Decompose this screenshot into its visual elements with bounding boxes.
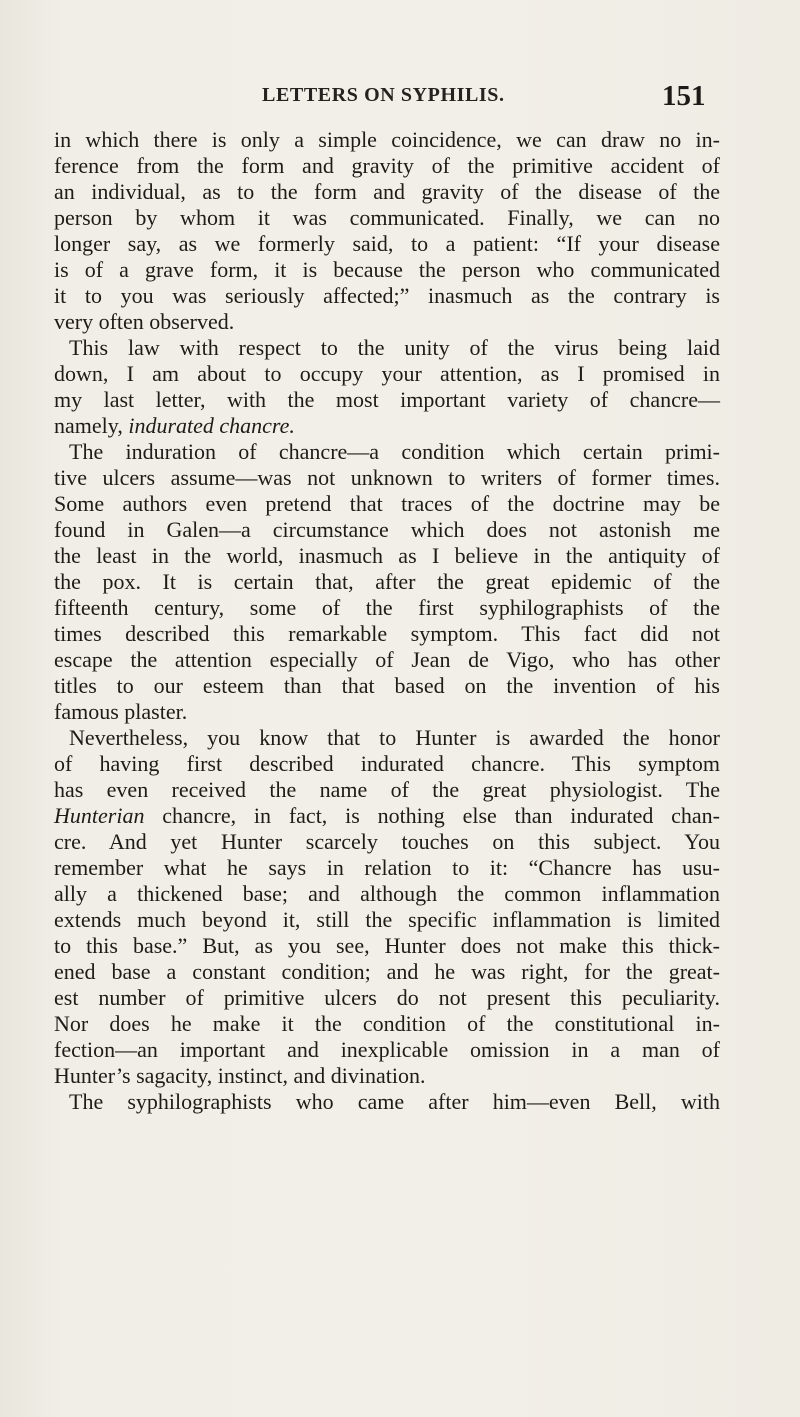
text-line xyxy=(54,907,720,933)
text-segment: ally a thickened base; and although the common inflammation xyxy=(54,881,720,906)
text-segment: chancre, in fact, is nothing else than indurated chan- xyxy=(144,803,720,828)
text-line xyxy=(54,491,720,517)
text-line xyxy=(54,543,720,569)
text-line xyxy=(54,127,720,153)
text-line xyxy=(54,283,720,309)
text-segment: is of a grave form, it is because the person who communicated xyxy=(54,257,720,282)
text-line xyxy=(54,231,720,257)
italic-text: Hunterian xyxy=(54,803,145,828)
text-line xyxy=(54,387,720,413)
text-segment: longer say, as we formerly said, to a patient: “If your disease xyxy=(54,231,720,256)
text-segment: Nor does he make it the condition of the constitutional in- xyxy=(54,1011,720,1036)
text-segment: tive ulcers assume—was not unknown to writers of former times. xyxy=(54,465,720,490)
text-segment: est number of primitive ulcers do not present this peculiarity. xyxy=(54,985,720,1010)
text-line xyxy=(54,933,720,959)
text-segment: to this base.” But, as you see, Hunter does not make this thick- xyxy=(54,933,720,958)
text-line xyxy=(54,621,720,647)
text-line xyxy=(54,985,720,1011)
text-line xyxy=(54,829,720,855)
text-line xyxy=(54,725,720,751)
text-line xyxy=(54,1011,720,1037)
text-segment: fection—an important and inexplicable omission in a man of xyxy=(54,1037,720,1062)
text-line xyxy=(54,881,720,907)
text-segment: remember what he says in relation to it: “Chancre has usu- xyxy=(54,855,720,880)
text-line xyxy=(54,335,720,361)
text-segment: ened base a constant condition; and he was right, for the great- xyxy=(54,959,720,984)
italic-text: indurated chancre. xyxy=(128,413,295,438)
running-head: LETTERS ON SYPHILIS. xyxy=(262,84,505,106)
text-segment: times described this remarkable symptom. This fact did not xyxy=(54,621,720,646)
text-line xyxy=(54,153,720,179)
text-segment: The induration of chancre—a condition which certain primi- xyxy=(69,439,720,464)
text-line xyxy=(54,517,720,543)
text-line xyxy=(54,699,720,725)
text-line xyxy=(54,205,720,231)
text-line xyxy=(54,1089,720,1115)
text-line xyxy=(54,803,720,829)
text-line xyxy=(54,595,720,621)
page-number: 151 xyxy=(662,80,706,112)
text-line xyxy=(54,647,720,673)
text-segment: my last letter, with the most important variety of chancre— xyxy=(54,387,720,412)
text-segment: the least in the world, inasmuch as I believe in the antiquity of xyxy=(54,543,720,568)
text-segment: cre. And yet Hunter scarcely touches on this subject. You xyxy=(54,829,720,854)
text-line xyxy=(54,1063,720,1089)
text-segment: the pox. It is certain that, after the great epidemic of the xyxy=(54,569,720,594)
text-line xyxy=(54,777,720,803)
text-line xyxy=(54,673,720,699)
text-segment: found in Galen—a circumstance which does not astonish me xyxy=(54,517,720,542)
text-segment: an individual, as to the form and gravity of the disease of the xyxy=(54,179,720,204)
text-line xyxy=(54,855,720,881)
text-segment: Hunter’s sagacity, instinct, and divination. xyxy=(54,1063,426,1088)
text-segment: extends much beyond it, still the specific inflammation is limited xyxy=(54,907,720,932)
text-segment: namely, xyxy=(54,413,129,438)
text-line xyxy=(54,179,720,205)
text-line xyxy=(54,751,720,777)
text-segment: person by whom it was communicated. Finally, we can no xyxy=(54,205,720,230)
text-segment: titles to our esteem than that based on the invention of his xyxy=(54,673,720,698)
text-segment: Some authors even pretend that traces of the doctrine may be xyxy=(54,491,720,516)
text-line xyxy=(54,413,720,439)
text-segment: fifteenth century, some of the first syphilographists of the xyxy=(54,595,720,620)
text-line xyxy=(54,569,720,595)
text-line xyxy=(54,257,720,283)
text-segment: famous plaster. xyxy=(54,699,188,724)
text-segment: The syphilographists who came after him—even Bell, with xyxy=(69,1089,720,1114)
text-segment: very often observed. xyxy=(54,309,235,334)
text-line xyxy=(54,465,720,491)
text-line xyxy=(54,439,720,465)
text-line xyxy=(54,309,720,335)
body-text xyxy=(54,127,720,1115)
text-segment: This law with respect to the unity of the virus being laid xyxy=(69,335,720,360)
text-segment: ference from the form and gravity of the primitive accident of xyxy=(54,153,720,178)
text-segment: has even received the name of the great physiologist. The xyxy=(54,777,720,802)
text-segment: it to you was seriously affected;” inasmuch as the contrary is xyxy=(54,283,720,308)
text-line xyxy=(54,959,720,985)
text-segment: Nevertheless, you know that to Hunter is awarded the honor xyxy=(69,725,720,750)
text-segment: down, I am about to occupy your attention, as I promised in xyxy=(54,361,720,386)
text-segment: of having first described indurated chancre. This symptom xyxy=(54,751,720,776)
text-segment: escape the attention especially of Jean de Vigo, who has other xyxy=(54,647,720,672)
page-header xyxy=(0,80,800,120)
text-segment: in which there is only a simple coincidence, we can draw no in- xyxy=(54,127,720,152)
text-line xyxy=(54,361,720,387)
text-line xyxy=(54,1037,720,1063)
